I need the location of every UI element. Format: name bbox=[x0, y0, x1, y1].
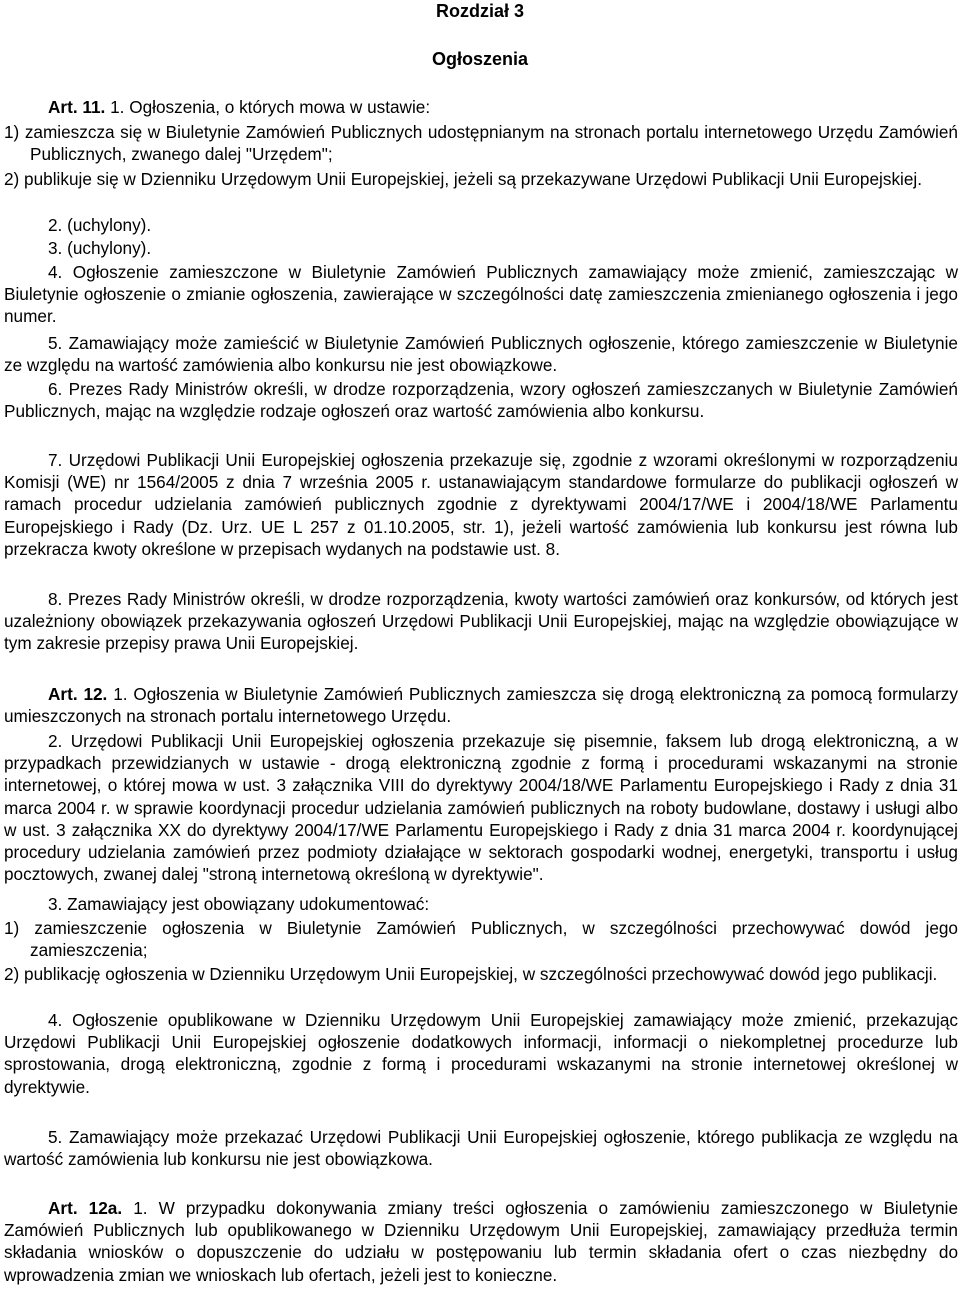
chapter-subtitle: Ogłoszenia bbox=[431, 49, 529, 69]
chapter-title: Rozdział 3 bbox=[435, 1, 524, 21]
art12-para-3-item-2: 2) publikację ogłoszenia w Dzienniku Urzędowym Unii Europejskiej, w szczególności przechowywać dowód jego publikacji. bbox=[4, 964, 938, 984]
art12-para-5: 5. Zamawiający może przekazać Urzędowi Publikacji Unii Europejskiej ogłoszenie, którego publikacja ze względu na wartość zamówienia lub konkursu nie jest obowiązkowa. bbox=[4, 1127, 958, 1170]
art11-para-7: 7. Urzędowi Publikacji Unii Europejskiej ogłoszenia przekazuje się, zgodnie z wzorami określonymi w rozporządzeniu Komisji (WE) nr 1564/2005 z dnia 7 września 2005 r. ustanawiającym standardowe formularze do publikacji ogłoszeń w ramach procedur udzielania zamówień publicznych zgodnie z dyrektywami 2004/17/WE i 2004/18/WE Parlamentu Europejskiego i Rady (Dz. Urz. UE L 257 z 01.10.2005, str. 1), jeżeli wartość zamówienia lub konkursu jest równa lub przekracza kwoty określone w przepisach wydanych na podstawie ust. 8. bbox=[4, 450, 958, 559]
art11-para-3: 3. (uchylony). bbox=[48, 238, 152, 258]
art11-para-8: 8. Prezes Rady Ministrów określi, w drodze rozporządzenia, kwoty wartości zamówień oraz konkursów, od których jest uzależniony obowiązek przekazywania ogłoszeń Urzędowi Publikacji Unii Europejskiej, mając na względzie obowiązujące w tym zakresie przepisy prawa Unii Europejskiej. bbox=[4, 589, 958, 654]
art11-para-1: Art. 11. 1. Ogłoszenia, o których mowa w ustawie: bbox=[48, 97, 431, 117]
art12-para-4: 4. Ogłoszenie opublikowane w Dzienniku Urzędowym Unii Europejskiej zamawiający może zmienić, przekazując Urzędowi Publikacji Unii Europejskiej ogłoszenie dodatkowych informacji, informacji o niekompletnej procedurze lub sprostowania, drogą elektroniczną, zgodnie z formą i procedurami wskazanymi na stronie internetowej określonej w dyrektywie. bbox=[4, 1010, 958, 1097]
art12-para-1: Art. 12. 1. Ogłoszenia w Biuletynie Zamówień Publicznych zamieszcza się drogą elektroniczną za pomocą formularzy umieszczonych na stronach portalu internetowego Urzędu. bbox=[4, 684, 958, 727]
art12-para-3-item-1: 1) zamieszczenie ogłoszenia w Biuletynie Zamówień Publicznych, w szczególności przechowywać dowód jego zamieszczenia; bbox=[4, 918, 958, 961]
art11-para-6: 6. Prezes Rady Ministrów określi, w drodze rozporządzenia, wzory ogłoszeń zamieszczanych w Biuletynie Zamówień Publicznych, mając na względzie rodzaje ogłoszeń oraz wartość zamówienia albo konkursu. bbox=[4, 379, 958, 422]
art11-para-5: 5. Zamawiający może zamieścić w Biuletynie Zamówień Publicznych ogłoszenie, którego zamieszczenie w Biuletynie ze względu na wartość zamówienia albo konkursu nie jest obowiązkowe. bbox=[4, 333, 958, 376]
art12-label: Art. 12. bbox=[48, 684, 108, 704]
art11-para-1-item-2: 2) publikuje się w Dzienniku Urzędowym Unii Europejskiej, jeżeli są przekazywane Urzędowi Publikacji Unii Europejskiej. bbox=[4, 169, 923, 189]
art12a-label: Art. 12a. bbox=[48, 1198, 123, 1218]
art11-label: Art. 11. bbox=[48, 97, 106, 117]
art11-para-4: 4. Ogłoszenie zamieszczone w Biuletynie Zamówień Publicznych zamawiający może zmienić, zamieszczając w Biuletynie ogłoszenie o zmianie ogłoszenia, zawierające w szczególności datę zamieszczenia zmienianego ogłoszenia i jego numer. bbox=[4, 262, 958, 327]
art11-para-2: 2. (uchylony). bbox=[48, 215, 152, 235]
art11-para-1-item-1: 1) zamieszcza się w Biuletynie Zamówień Publicznych udostępnianym na stronach portalu internetowego Urzędu Zamówień Publicznych, zwanego dalej "Urzędem"; bbox=[4, 122, 958, 165]
art12-para-3: 3. Zamawiający jest obowiązany udokumentować: bbox=[48, 894, 430, 914]
art12-para-2: 2. Urzędowi Publikacji Unii Europejskiej ogłoszenia przekazuje się pisemnie, faksem lub drogą elektroniczną, a w przypadkach przewidzianych w ustawie - drogą elektroniczną zgodnie z formą i procedurami wskazanymi na stronie internetowej, o której mowa w ust. 3 załącznika VIII do dyrektywy 2004/18/WE Parlamentu Europejskiego i Rady z dnia 31 marca 2004 r. w sprawie koordynacji procedur udzielania zamówień publicznych na roboty budowlane, dostawy i usługi albo w ust. 3 załącznika XX do dyrektywy 2004/17/WE Parlamentu Europejskiego i Rady z dnia 31 marca 2004 r. koordynującej procedury udzielania zamówień przez podmioty działające w sektorach gospodarki wodnej, energetyki, transportu i usług pocztowych, zwanej dalej "stroną internetową określoną w dyrektywie". bbox=[4, 731, 958, 885]
art12a-para-1: Art. 12a. 1. W przypadku dokonywania zmiany treści ogłoszenia o zamówieniu zamieszczonego w Biuletynie Zamówień Publicznych lub opublikowanego w Dzienniku Urzędowym Unii Europejskiej, zamawiający przedłuża termin składania wniosków o dopuszczenie do udziału w postępowaniu lub termin składania ofert o czas niezbędny do wprowadzenia zmian we wnioskach lub ofertach, jeżeli jest to konieczne. bbox=[4, 1198, 958, 1285]
